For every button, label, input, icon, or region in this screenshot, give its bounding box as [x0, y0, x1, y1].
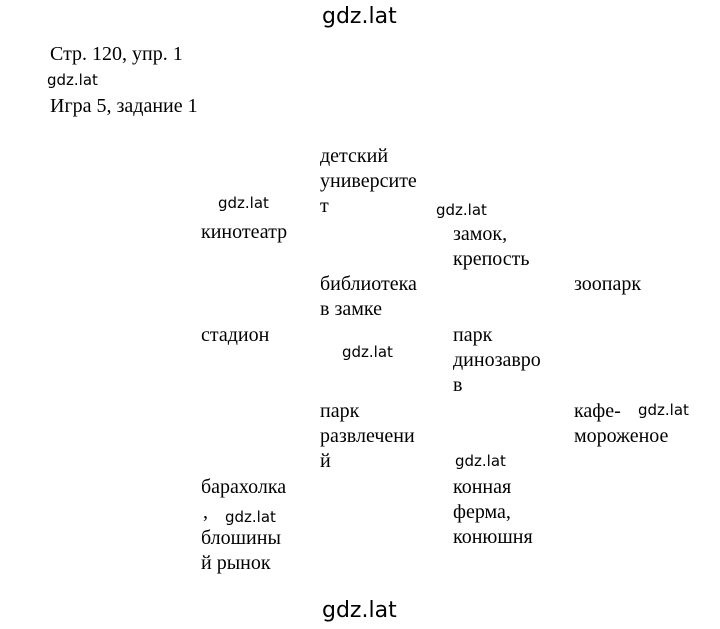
task-title: Игра 5, задание 1: [50, 95, 198, 117]
cell-barakholka-comma: ,: [203, 501, 208, 523]
watermark-bottom: gdz.lat: [322, 598, 397, 623]
watermark-top: gdz.lat: [322, 4, 397, 29]
watermark-cell-1: gdz.lat: [218, 194, 269, 212]
watermark-cell-4: gdz.lat: [638, 401, 689, 419]
cell-stadion: стадион: [201, 324, 270, 346]
watermark-header: gdz.lat: [47, 71, 98, 89]
watermark-cell-2: gdz.lat: [436, 201, 487, 219]
watermark-cell-5: gdz.lat: [455, 452, 506, 470]
cell-park-dinozavrov: парк динозавро в: [453, 324, 541, 396]
cell-detskiy-universitet: детский университе т: [320, 145, 417, 217]
watermark-cell-6: gdz.lat: [225, 508, 276, 526]
watermark-cell-3: gdz.lat: [342, 343, 393, 361]
cell-barakholka: барахолка: [201, 476, 287, 498]
cell-kafe: кафе- мороженое: [574, 400, 669, 447]
cell-konnaya-ferma: конная ферма, конюшня: [453, 476, 533, 548]
cell-kinoteatr: кинотеатр: [201, 221, 288, 243]
cell-biblioteka: библиотека в замке: [320, 273, 417, 320]
cell-barakholka-rest: блошины й рынок: [201, 527, 281, 574]
page-reference: Стр. 120, упр. 1: [50, 43, 183, 65]
cell-park-razvlecheniy: парк развлечени й: [320, 400, 415, 472]
cell-zamok: замок, крепость: [453, 223, 530, 270]
cell-zoopark: зоопарк: [574, 273, 642, 295]
